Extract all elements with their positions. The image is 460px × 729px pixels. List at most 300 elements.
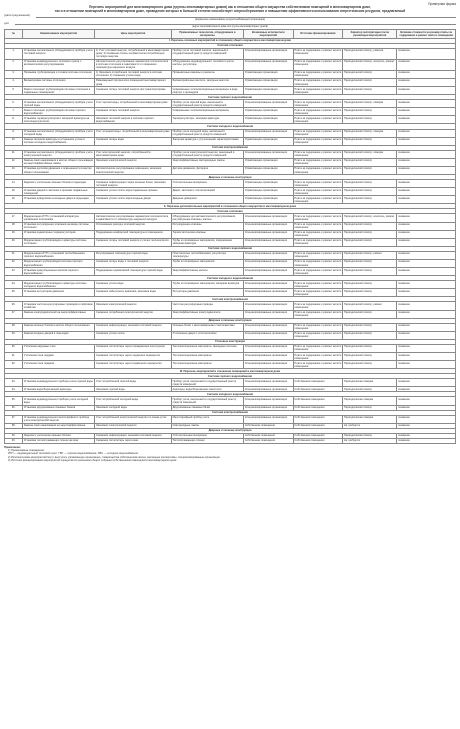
table-cell: снижение	[397, 59, 456, 70]
table-body	[5, 38, 456, 443]
measures-table	[4, 29, 456, 444]
table-cell: Управляющая организация	[244, 108, 294, 116]
table-cell: Плата за содержание и ремонт жилого помещения	[294, 361, 342, 368]
table-cell: снижение	[397, 87, 456, 95]
table-row	[5, 59, 456, 70]
table-cell: Специализированные организации	[244, 251, 294, 259]
table-cell: 11.	[5, 150, 23, 158]
group-title: Дверные и оконные конструкции	[5, 428, 456, 433]
table-row	[5, 415, 456, 423]
table-cell: Двери, заслонки с теплоизоляцией	[171, 188, 243, 196]
table-cell: Теплоизоляционные материалы	[171, 361, 243, 369]
table-cell: Специализированные организации	[244, 259, 294, 267]
table-cell: Периодический осмотр	[343, 222, 397, 230]
table-cell: Периодический осмотр	[343, 158, 397, 166]
table-cell: Модернизация трубопроводов и арматуры системы холодного водоснабжения	[23, 281, 95, 289]
table-cell: 16.	[5, 196, 23, 204]
table-cell: Ремонт изоляции трубопроводов системы отопления в подвальных помещениях	[23, 87, 95, 95]
group-title: Система холодного водоснабжения	[5, 276, 456, 281]
table-cell: 32.	[5, 361, 23, 369]
table-cell: 39.	[5, 433, 23, 438]
table-cell: Периодический осмотр	[343, 230, 397, 238]
table-cell: Собственник помещения	[293, 415, 343, 423]
table-cell: снижение	[397, 150, 456, 158]
table-cell: Управляющая организация	[244, 188, 294, 196]
table-cell: Модернизация трубопроводов и арматуры системы отопления	[23, 238, 95, 246]
table-cell: Установка терморегуляторов и запорной арматуры на полотенцесушителях	[23, 116, 95, 124]
table-cell: Регулирующие клапаны	[171, 222, 243, 230]
table-row	[5, 310, 456, 318]
note-item: ИТП — индивидуальный тепловой пункт; ГВС — горячее водоснабжение; ХВС — холодное водоснабжение.	[8, 452, 139, 456]
table-cell: Управляющая организация	[244, 70, 294, 78]
table-cell: Периодический осмотр	[343, 259, 397, 267]
title-line-2: так и в отношении помещений в многоквартирном доме, проведение которых в большей степени способствует энергосбережению и повышению эффективности использования энергетических ресурсов, предлагаемый	[54, 8, 406, 13]
table-cell: Управляющая организация	[244, 180, 294, 188]
table-cell: Специализированные организации	[244, 331, 294, 339]
table-cell: Прибор учета, внесенный в государственный реестр средств измерений	[171, 397, 243, 405]
table-row	[5, 180, 456, 188]
table-cell: Периодический осмотр	[343, 70, 397, 78]
table-cell: Периодический осмотр	[343, 87, 397, 95]
table-cell: снижение	[397, 196, 456, 204]
for-label: для	[4, 20, 9, 25]
table-cell: Установка циркуляционных насосов горячего водоснабжения	[23, 268, 95, 276]
table-cell: Плата за содержание и ремонт жилого помещения	[293, 48, 343, 59]
table-cell: 26.	[5, 302, 23, 310]
table-cell: Утепленные двери с уплотнителями	[171, 331, 243, 339]
table-cell: Прибор учета, внесенный в государственный реестр средств измерений	[171, 379, 243, 387]
table-cell: Автоматическое регулирование параметров теплоносителя в системе отопления в зависимости от изменения температуры наружного воздуха	[95, 59, 172, 70]
table-cell: Специализированные организации	[244, 387, 294, 392]
group-title: Система холодного водоснабжения	[5, 392, 456, 397]
table-cell: Модернизация ИТП с установкой теплообменника горячего водоснабжения	[23, 251, 95, 259]
table-cell: Многотарифный прибор учета	[171, 415, 243, 423]
org-caption: (фирменное наименование ресурсоснабжающей организации)	[194, 17, 265, 21]
table-cell: 19.	[5, 230, 23, 238]
table-cell: 23.	[5, 268, 23, 276]
table-cell: снижение	[397, 251, 456, 259]
table-cell: Периодический осмотр	[343, 188, 397, 196]
document-page	[4, 0, 456, 462]
table-cell: Периодический осмотр	[343, 281, 397, 289]
table-cell: 31.	[5, 353, 23, 361]
table-cell: Периодический осмотр	[343, 78, 397, 86]
table-row	[5, 331, 456, 339]
table-cell: Энергоэффективные электродвигатели	[171, 310, 243, 318]
table-cell: Периодический осмотр	[343, 166, 397, 174]
table-cell: Периодический осмотр	[343, 353, 397, 361]
table-row	[5, 259, 456, 267]
note-item: 3) Источник финансирования мероприятий определяется решением общего собрания собственников помещений в многоквартирном доме.	[8, 458, 178, 462]
table-cell: снижение	[397, 214, 456, 222]
table-cell: снижение	[397, 268, 456, 276]
table-cell: Плата за содержание и ремонт жилого помещения	[294, 159, 342, 166]
table-cell: Экономия тепловой энергии в системе горячего водоснабжения	[95, 116, 172, 124]
table-cell: Экономия холодной воды	[95, 405, 172, 410]
table-cell: Учет электрической энергии, потребленной в многоквартирном доме	[95, 150, 172, 158]
table-cell: Плата за содержание и ремонт жилого помещения	[294, 214, 342, 222]
table-row	[5, 323, 456, 331]
table-cell: Специализированные организации	[244, 230, 294, 238]
table-cell: Специализированные организации	[244, 397, 294, 405]
table-cell: Частотно-регулируемые приводы	[171, 302, 243, 310]
group-title: Система электроснабжения	[5, 410, 456, 415]
table-cell: снижение	[397, 230, 456, 238]
table-cell: снижение	[397, 310, 456, 318]
table-cell: Плата за содержание и ремонт жилого помещения	[294, 71, 342, 78]
table-cell: 24.	[5, 281, 23, 289]
table-row	[5, 87, 456, 95]
table-cell: Плата за содержание и ремонт жилого помещения	[293, 59, 343, 70]
table-cell: Замена запорной арматуры и устранение утечек в системе холодного водоснабжения	[23, 137, 95, 145]
table-cell: снижение	[397, 222, 456, 230]
table-cell: 1) Учет тепловой энергии, потребленной в многоквартирном доме; 2) Снижение оплаты за фактически потребленную тепловую энергию	[95, 48, 172, 59]
table-cell: Регуляторы давления	[171, 289, 243, 297]
table-cell: 36.	[5, 405, 23, 410]
table-cell: Периодический осмотр	[343, 289, 397, 297]
table-cell: 7.	[5, 108, 23, 116]
table-row	[5, 196, 456, 204]
table-cell: 10.	[5, 137, 23, 145]
table-cell: Заделка и уплотнение оконных блоков в подъездах	[23, 180, 95, 188]
table-row	[5, 438, 456, 443]
table-cell: Установка регуляторов давления	[23, 289, 95, 297]
table-cell: Плата за содержание и ремонт жилого помещения	[294, 180, 342, 187]
table-cell: Управляющая организация	[244, 78, 294, 86]
table-cell: снижение	[397, 116, 456, 124]
table-cell: Установка доводчиков на входные двери в подъездах	[23, 196, 95, 204]
table-cell: снижение	[397, 188, 456, 196]
table-cell: Теплоизоляционные материалы	[171, 353, 243, 361]
table-cell: Снижение утечек воды	[95, 281, 172, 289]
table-cell: Периодический осмотр, поверка	[343, 150, 397, 158]
table-cell: Установка частотно-регулируемых приводов в лифтовом хозяйстве	[23, 302, 95, 310]
table-cell: Снижение утечек тепла через входные двери	[95, 196, 172, 204]
table-row	[5, 188, 456, 196]
table-cell: Заделка и уплотнение оконных блоков	[23, 433, 95, 438]
table-cell: Равномерный прогрев всех помещений многоквартирного дома	[95, 78, 172, 86]
table-cell: 6.	[5, 100, 23, 108]
table-cell: Промывочные машины и реагенты	[171, 70, 243, 78]
table-cell: Периодический осмотр, поверка	[343, 100, 397, 108]
table-cell: Снижение инфильтрации, экономия тепловой энергии	[95, 323, 172, 331]
table-cell: Установка коллективного (общедомового) прибора учета холодной воды	[23, 129, 95, 137]
table-row	[5, 166, 456, 174]
table-cell: Плата за содержание и ремонт жилого помещения	[294, 281, 342, 288]
table-cell: Специализированные организации	[244, 268, 294, 276]
table-cell: Периодический осмотр	[343, 137, 397, 145]
table-cell: 8.	[5, 116, 23, 124]
table-cell: Снижение теплопотерь через подвальное перекрытие	[95, 361, 172, 369]
table-row	[5, 353, 456, 361]
table-cell: Модернизация трубопроводов системы горячего водоснабжения	[23, 259, 95, 267]
group-title: Система горячего водоснабжения	[5, 246, 456, 251]
table-cell: Снижение теплопотерь через ограждающие конструкции	[95, 344, 172, 352]
table-row	[5, 48, 456, 59]
table-cell: Снижение потерь тепловой энергии и утечек теплоносителя	[95, 238, 172, 246]
table-cell: Оконные блоки с многокамерными стеклопакетами	[171, 323, 243, 331]
table-cell: Ремонт изоляции трубопроводов системы горячего водоснабжения	[23, 108, 95, 116]
table-row	[5, 108, 456, 116]
table-cell: Замена ламп накаливания на энергоэффективные	[23, 423, 95, 428]
table-cell: Специализированные организации	[244, 405, 294, 410]
table-row	[5, 251, 456, 259]
table-cell: Периодический осмотр, контроль, ремонт	[343, 59, 397, 70]
table-cell: снижение	[397, 70, 456, 78]
table-cell: 4.	[5, 78, 23, 86]
table-cell: Датчики движения, фотореле	[171, 166, 243, 174]
table-cell: Управляющая организация	[244, 116, 294, 124]
table-cell: Специализированные организации	[244, 415, 294, 423]
table-cell: 3.	[5, 70, 23, 78]
table-cell: Собственник помещения	[244, 433, 294, 438]
table-cell: Собственник помещения	[293, 423, 343, 428]
table-row	[5, 116, 456, 124]
table-cell: Периодический осмотр	[343, 180, 397, 188]
table-cell: снижение	[397, 180, 456, 188]
table-cell: 14.	[5, 180, 23, 188]
table-cell: снижение	[397, 323, 456, 331]
table-cell: Собственник помещения	[244, 438, 294, 443]
table-cell: 1.	[5, 48, 23, 59]
table-cell: Трубы из полимерных материалов, запорная арматура	[171, 281, 243, 289]
table-row	[5, 129, 456, 137]
table-cell: Энергоэффективные светодиодные лампы	[171, 158, 243, 166]
table-row	[5, 78, 456, 86]
table-cell: Плата за содержание и ремонт жилого помещения	[294, 239, 342, 246]
table-cell: Плата за содержание и ремонт жилого помещения	[294, 87, 342, 94]
table-cell: Экономия электрической энергии	[95, 158, 172, 166]
table-cell: Управляющая организация	[244, 87, 294, 95]
table-cell: 2.	[5, 59, 23, 70]
table-cell: Теплоотражающие пленки	[171, 438, 243, 443]
table-row	[5, 238, 456, 246]
table-cell: 35.	[5, 397, 23, 405]
table-cell: Периодический осмотр	[343, 116, 397, 124]
table-cell: 20.	[5, 238, 23, 246]
table-cell: снижение	[397, 438, 456, 443]
table-cell: Периодический осмотр	[343, 361, 397, 369]
table-cell: снижение	[397, 379, 456, 387]
table-cell: 1) Экономия потребления тепловой энергии в системе отопления; 2) Снижение утечек воды	[95, 70, 172, 78]
table-cell: Специализированные организации	[244, 129, 294, 137]
table-cell: Снижение потребления электрической энергии	[95, 310, 172, 318]
table-cell: Специализированные организации	[244, 379, 294, 387]
table-cell: Плата за содержание и ремонт жилого помещения	[294, 108, 342, 115]
table-cell: Снижение потерь воды	[95, 137, 172, 145]
table-cell: снижение	[397, 78, 456, 86]
table-cell: 33.	[5, 379, 23, 387]
table-cell: Плата за содержание и ремонт жилого помещения	[294, 260, 342, 267]
table-cell: Терморегуляторы, запорная арматура	[171, 116, 243, 124]
group-title: Система электроснабжения	[5, 297, 456, 302]
table-cell: снижение	[397, 108, 456, 116]
table-cell: Учет потребленной холодной воды	[95, 397, 172, 405]
document-title	[4, 6, 456, 14]
date-label: (дата предложения)	[4, 13, 31, 18]
table-cell: Аэраторы, водосберегающие смесители	[171, 387, 243, 392]
table-cell: Снижение инфильтрации, экономия тепловой энергии	[95, 433, 172, 438]
table-cell: Периодический осмотр, ревизия	[343, 48, 397, 59]
table-cell: Плата за содержание и ремонт жилого помещения	[294, 151, 342, 158]
table-cell: Установка дверей и заслонок в проемах подвальных помещений	[23, 188, 95, 196]
table-row	[5, 268, 456, 276]
table-cell: 38.	[5, 423, 23, 428]
table-cell: Установка индивидуального прибора учета горячей воды	[23, 379, 95, 387]
table-cell: Трубы из полимерных материалов	[171, 259, 243, 267]
table-cell: Специализированные организации	[244, 323, 294, 331]
table-cell: Светодиодные лампы	[171, 423, 243, 428]
table-cell: Модернизация ИТП с установкой аппаратуры управления отоплением	[23, 214, 95, 222]
table-cell: Собственник помещения	[293, 438, 343, 443]
table-cell: Специализированные организации	[244, 214, 294, 222]
table-cell: Прибор учета тепловой энергии, внесенный в государственный реестр средств измерений	[171, 48, 243, 59]
table-cell: Снижение теплопотерь через чердачное перекрытие	[95, 353, 172, 361]
table-cell: снижение	[397, 344, 456, 352]
table-cell: Плата за содержание и ремонт жилого помещения	[294, 332, 342, 339]
table-cell: 22.	[5, 259, 23, 267]
table-row	[5, 158, 456, 166]
table-cell: Запорная арматура с улучшенными характеристиками	[171, 137, 243, 145]
note-item: 1) Применяемые сокращения:	[8, 449, 45, 453]
table-cell: Специализированные организации	[244, 344, 294, 352]
table-cell: Балансировочные вентили, запорные вентили	[171, 78, 243, 86]
table-cell: Плата за содержание и ремонт жилого помещения	[294, 79, 342, 86]
table-cell: Периодический осмотр	[343, 405, 397, 410]
table-cell: Периодический осмотр	[343, 238, 397, 246]
org-field	[36, 14, 456, 18]
table-cell: Снижение потерь тепловой энергии при транспортировке	[95, 87, 172, 95]
address-caption: (адрес многоквартирного дома или группы многоквартирных домов)	[192, 25, 268, 28]
table-row	[5, 361, 456, 369]
table-cell: Прибор учета горячей воды, внесенный в государственный реестр средств измерений	[171, 100, 243, 108]
table-cell: Плата за содержание и ремонт жилого помещения	[294, 353, 342, 360]
table-cell: Периодический осмотр	[343, 323, 397, 331]
table-cell: снижение	[397, 397, 456, 405]
table-cell: снижение	[397, 129, 456, 137]
table-cell: Утепление пола чердака	[23, 353, 95, 361]
table-cell: Экономия горячей воды	[95, 387, 172, 392]
table-cell: Управляющая организация	[244, 158, 294, 166]
table-cell: Экономия электрической энергии	[95, 423, 172, 428]
table-cell: Специализированные организации	[244, 302, 294, 310]
table-cell: снижение	[397, 331, 456, 339]
table-cell: Плата за содержание и ремонт жилого помещения	[294, 138, 342, 145]
table-cell: Специализированные организации	[244, 48, 294, 59]
table-cell: 21.	[5, 251, 23, 259]
group-title: Система холодного водоснабжения	[5, 124, 456, 129]
table-cell: Периодическая поверка	[343, 397, 397, 405]
table-cell: Плата за содержание и ремонт жилого помещения	[294, 324, 342, 331]
table-cell: Не требуется	[343, 438, 397, 443]
col-num: №	[5, 30, 23, 38]
table-cell: Периодический осмотр, ремонт	[343, 302, 397, 310]
table-cell: снижение	[397, 281, 456, 289]
table-cell: Специализированные организации	[244, 310, 294, 318]
table-cell: 37.	[5, 415, 23, 423]
table-cell: Периодическая поверка	[343, 415, 397, 423]
table-row	[5, 344, 456, 352]
table-cell: снижение	[397, 353, 456, 361]
table-cell: Оборудование индивидуального теплового пункта, насосы, регуляторы	[171, 59, 243, 70]
table-cell: Балансировка системы отопления	[23, 78, 95, 86]
table-cell: Плата за содержание и ремонт жилого помещения	[294, 252, 342, 259]
table-cell: Собственник помещения	[293, 405, 343, 410]
table-cell: 34.	[5, 387, 23, 392]
table-cell: Установка индивидуального прибора учета холодной воды	[23, 397, 95, 405]
table-cell: Установка коллективного (общедомового) прибора учета тепловой энергии	[23, 48, 95, 59]
table-cell: Учет потребленной электрической энергии по зонам суток	[95, 415, 172, 423]
table-cell: Собственник помещения	[293, 387, 343, 392]
table-cell: Снижение утечек тепла через подвальные проемы	[95, 188, 172, 196]
table-cell: Снижение избыточного давления, экономия воды	[95, 289, 172, 297]
group-title: Дверные и оконные конструкции	[5, 175, 456, 180]
table-row	[5, 150, 456, 158]
table-cell: Установка индивидуального теплового пункта с автоматическим регулированием	[23, 59, 95, 70]
table-cell: Плата за содержание и ремонт жилого помещения	[294, 130, 342, 137]
table-cell: снижение	[397, 423, 456, 428]
table-cell: Плата за содержание и ремонт жилого помещения	[294, 196, 342, 203]
table-cell: Прибор учета холодной воды, внесенный в государственный реестр средств измерений	[171, 129, 243, 137]
table-cell: Собственник помещения	[293, 379, 343, 387]
table-cell: Плата за содержание и ремонт жилого помещения	[294, 188, 342, 195]
table-cell: Периодический осмотр	[343, 268, 397, 276]
table-cell: Пластинчатые теплообменники, регуляторы температуры	[171, 251, 243, 259]
table-cell: Теплоизоляционные материалы, фасадные системы	[171, 344, 243, 352]
table-cell: Специализированные организации	[244, 238, 294, 246]
table-cell: Периодический осмотр	[343, 344, 397, 352]
table-cell: Периодический осмотр, ремонт	[343, 251, 397, 259]
table-cell: Специализированные организации	[244, 289, 294, 297]
table-cell: Утепление пола подвала	[23, 361, 95, 369]
table-cell: Снижение утечек тепла	[95, 331, 172, 339]
table-cell: снижение	[397, 137, 456, 145]
table-cell: Прибор учета электрической энергии, внесенный в государственный реестр средств измерений	[171, 150, 243, 158]
table-cell: снижение	[397, 289, 456, 297]
table-cell: Периодический осмотр	[343, 108, 397, 116]
table-cell: 5.	[5, 87, 23, 95]
table-row	[5, 302, 456, 310]
table-cell: Учет горячей воды, потребленной в многоквартирном доме	[95, 100, 172, 108]
table-cell: Замена оконных блоков в местах общего пользования	[23, 323, 95, 331]
table-cell: Плата за содержание и ремонт жилого помещения	[294, 311, 342, 318]
group-title: Система горячего водоснабжения	[5, 374, 456, 379]
group-title: Система электроснабжения	[5, 145, 456, 150]
col-goal: Цель мероприятия	[95, 30, 172, 38]
table-cell: Плата за содержание и ремонт жилого помещения	[294, 100, 342, 107]
table-cell: Не требуется	[343, 423, 397, 428]
title-line-1: Перечень мероприятий для многоквартирного дома (группы многоквартирных домов) как в отношении общего имущества собственников помещений в многоквартирном доме,	[88, 5, 372, 9]
table-cell: снижение	[397, 405, 456, 410]
section-title: III. Перечень мероприятий в отношении помещений в многоквартирном доме	[5, 369, 456, 374]
table-cell: Установка коллективного (общедомового) прибора учета электрической энергии	[23, 150, 95, 158]
section-title: I. Перечень основных мероприятий в отношении общего имущества в многоквартирном доме	[5, 38, 456, 43]
table-cell: Периодический осмотр, поверка	[343, 129, 397, 137]
table-cell: Специализированные организации	[244, 150, 294, 158]
table-cell: Автоматическое регулирование параметров теплоносителя в зависимости от температуры наружного воздуха	[95, 214, 172, 222]
table-cell: Установка радиаторных терморегуляторов	[23, 230, 95, 238]
col-executors: Возможные исполнители мероприятий	[244, 30, 294, 38]
table-cell: Утепление наружных стен	[23, 344, 95, 352]
table-cell: Специализированные организации	[244, 222, 294, 230]
table-cell: 12.	[5, 158, 23, 166]
table-cell: Специализированные организации	[244, 100, 294, 108]
table-cell: 9.	[5, 129, 23, 137]
table-row	[5, 379, 456, 387]
table-cell: Промывка трубопроводов и стояков системы отопления	[23, 70, 95, 78]
table-row	[5, 230, 456, 238]
table-cell: снижение	[397, 100, 456, 108]
